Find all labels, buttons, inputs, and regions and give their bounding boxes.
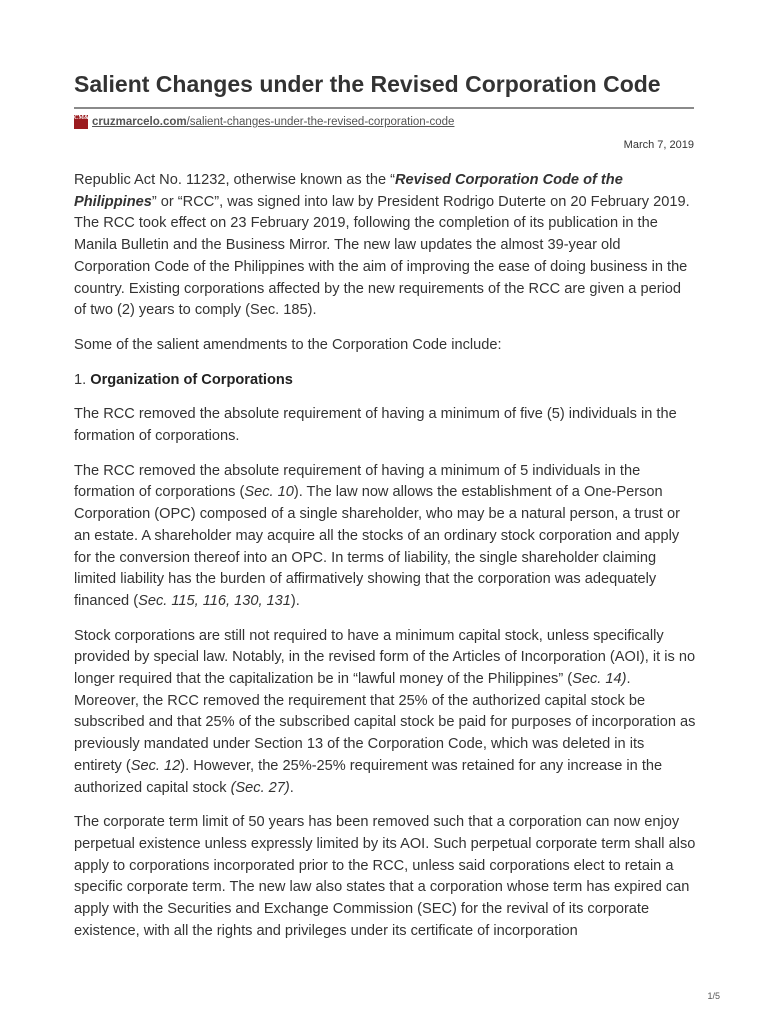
source-url-link[interactable] (92, 116, 454, 128)
paragraph-minimum-individuals: The RCC removed the absolute requirement of having a minimum of five (5) individuals in the formation of corporations. (74, 406, 677, 445)
source-path: /salient-changes-under-the-revised-corporation-code (186, 116, 455, 128)
title-divider (74, 107, 694, 109)
paragraph-intro: Republic Act No. 11232, otherwise known as the “Revised Corporation Code of the Philippines” or “RCC”, was signed into law by President Rodrigo Duterte on 20 February 2019. The RCC took effect on 23 February 2019, following the completion of its publication in the Manila Bulletin and the Business Mirror. The new law updates the almost 39-year old Corporation Code of the Philippines with the aim of improving the ease of doing business in the country. Existing corporations affected by the new requirements of the RCC are given a period of two (2) years to comply (Sec. 185). (74, 172, 690, 319)
section-number: 1. (74, 371, 91, 388)
article-title: Salient Changes under the Revised Corporation Code (74, 71, 661, 97)
section-heading-organization (74, 370, 696, 392)
source-line (74, 113, 454, 131)
site-logo-icon: CM&T (74, 115, 88, 129)
publish-date: March 7, 2019 (623, 139, 694, 151)
section-title: Organization of Corporations (90, 371, 293, 388)
emphasized-law-name: Revised Corporation Code of the Philippines (74, 172, 623, 210)
paragraph-capital-stock: Stock corporations are still not required to have a minimum capital stock, unless specifically provided by special law. Notably, in the revised form of the Articles of Incorporation (AOI), it is no longer required that the capitalization be in “lawful money of the Philippines” (Sec. 14). Moreover, the RCC removed the requirement that 25% of the authorized capital stock be subscribed and that 25% of the subscribed capital stock be paid for purposes of incorporation as previously mandated under Section 13 of the Corporation Code, which was deleted in its entirety (Sec. 12). However, the 25%-25% requirement was retained for any increase in the authorized capital stock (Sec. 27). (74, 627, 696, 796)
paragraph-one-person-corporation: The RCC removed the absolute requirement of having a minimum of 5 individuals in the formation of corporations (Sec. 10). The law now allows the establishment of a One-Person Corporation (OPC) composed of a single shareholder, who may be a natural person, a trust or an estate. A shareholder may acquire all the stocks of an ordinary stock corporation and apply for the conversion thereof into an OPC. In terms of liability, the single shareholder claiming limited liability has the burden of affirmatively showing that the corporation was adequately financed (Sec. 115, 116, 130, 131). (74, 462, 680, 609)
page-number: 1/5 (707, 991, 720, 1001)
article-body (74, 170, 696, 956)
paragraph-amendments-lead: Some of the salient amendments to the Corporation Code include: (74, 336, 502, 353)
source-domain: cruzmarcelo.com (92, 116, 187, 128)
paragraph-corporate-term: The corporate term limit of 50 years has been removed such that a corporation can now enjoy perpetual existence unless expressly limited by its AOI. Such perpetual corporate term shall also apply to corporations incorporated prior to the RCC, unless said corporations elect to retain a specific corporate term. The new law also states that a corporation whose term has expired can apply with the Securities and Exchange Commission (SEC) for the revival of its corporate existence, with all the rights and privileges under its certificate of incorporation (74, 814, 696, 939)
